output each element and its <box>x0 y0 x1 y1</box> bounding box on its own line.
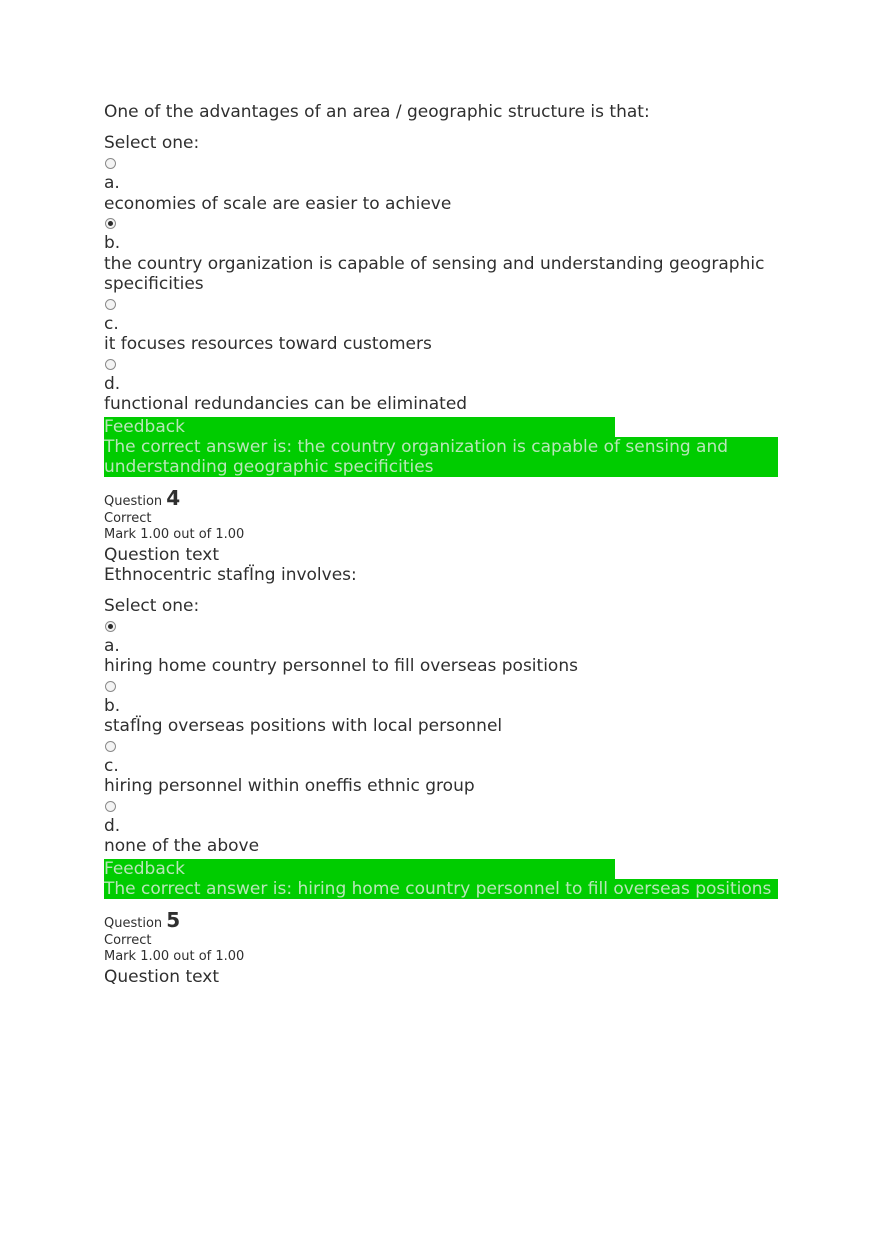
question-status: Correct <box>104 932 152 948</box>
select-one-label: Select one: <box>104 133 200 153</box>
question-number <box>104 907 778 933</box>
option-letter: b. <box>104 695 121 716</box>
quiz-page <box>104 102 778 987</box>
feedback-q4 <box>104 859 778 899</box>
question-label: Question <box>104 915 163 931</box>
question-3-text: One of the advantages of an area / geographic structure is that: <box>104 102 650 122</box>
radio-q4-a[interactable] <box>105 621 116 632</box>
option-text[interactable]: hiring personnel within oneffis ethnic group <box>104 776 475 796</box>
question-mark: Mark 1.00 out of 1.00 <box>104 526 245 542</box>
radio-q3-a[interactable] <box>105 158 116 169</box>
option-text[interactable]: the country organization is capable of sensing and understanding geographic specificities <box>104 253 765 294</box>
option-letter: a. <box>104 173 120 193</box>
option-text[interactable]: hiring home country personnel to fill overseas positions <box>104 656 578 676</box>
radio-q3-c[interactable] <box>105 299 116 310</box>
option-letter: c. <box>104 755 119 776</box>
option-letter: a. <box>104 635 120 656</box>
question-status: Correct <box>104 510 152 526</box>
option-text[interactable]: none of the above <box>104 836 260 856</box>
radio-q4-c[interactable] <box>105 741 116 752</box>
option-text[interactable]: functional redundancies can be eliminated <box>104 394 468 414</box>
radio-q4-d[interactable] <box>105 801 116 812</box>
question-label: Question <box>104 493 163 509</box>
answer-options-q3 <box>104 158 778 415</box>
question-number-value: 4 <box>166 485 181 510</box>
feedback-answer: The correct answer is: the country organization is capable of sensing and understanding geographic specificities <box>104 437 778 477</box>
feedback-title: Feedback <box>104 417 615 437</box>
option-letter: c. <box>104 313 119 334</box>
question-text-label: Question text <box>104 966 219 987</box>
question-text-label: Question text <box>104 544 219 565</box>
question-mark: Mark 1.00 out of 1.00 <box>104 948 245 964</box>
select-one-label: Select one: <box>104 595 200 616</box>
question-4-info <box>104 485 778 565</box>
question-5-info <box>104 907 778 987</box>
option-text[interactable]: economies of scale are easier to achieve <box>104 193 452 214</box>
radio-q4-b[interactable] <box>105 681 116 692</box>
option-text[interactable]: stafÏng overseas positions with local personnel <box>104 716 503 736</box>
radio-q3-d[interactable] <box>105 359 116 370</box>
feedback-answer: The correct answer is: hiring home country personnel to fill overseas positions <box>104 879 778 899</box>
question-4-text: Ethnocentric stafÏng involves: <box>104 564 357 585</box>
answer-options-q4 <box>104 621 778 857</box>
option-letter: d. <box>104 815 121 836</box>
radio-q3-b[interactable] <box>105 218 116 229</box>
question-number-value: 5 <box>166 907 181 932</box>
option-text[interactable]: it focuses resources toward customers <box>104 334 432 354</box>
question-number <box>104 485 778 511</box>
feedback-q3 <box>104 417 778 477</box>
option-letter: b. <box>104 233 121 253</box>
option-letter: d. <box>104 373 121 394</box>
feedback-title: Feedback <box>104 859 615 879</box>
